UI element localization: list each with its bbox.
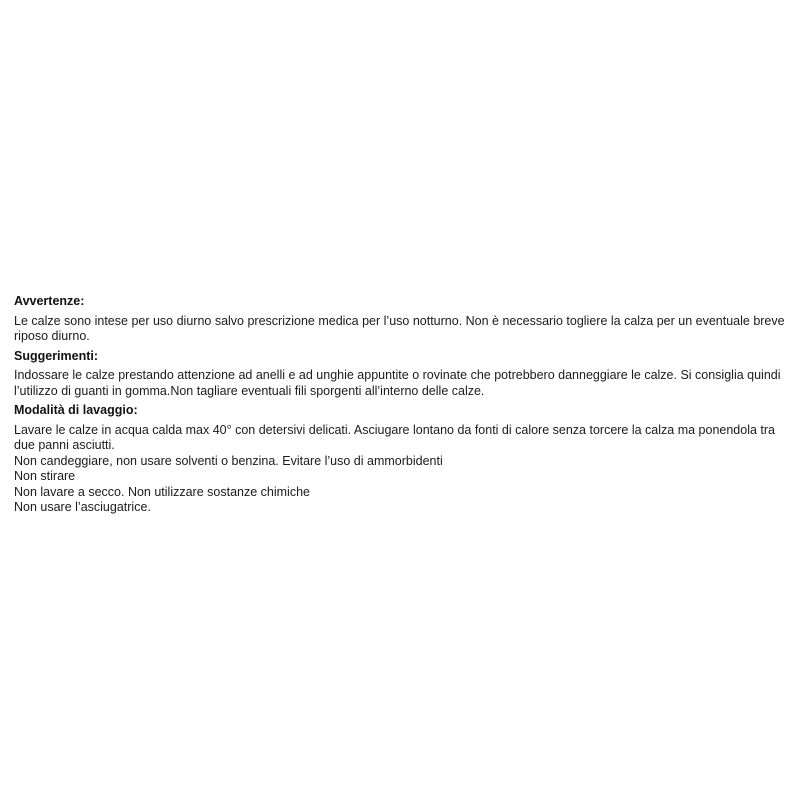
washing-text-line: Non lavare a secco. Non utilizzare sostanze chimiche bbox=[14, 484, 310, 499]
suggestions-heading: Suggerimenti: bbox=[14, 348, 99, 363]
section-warnings bbox=[14, 294, 788, 345]
washing-body bbox=[14, 423, 788, 516]
washing-text-line: Lavare le calze in acqua calda max 40° con detersivi delicati. Asciugare lontano da fonti di calore senza torcere la calza ma ponendola tra due panni asciutti. bbox=[14, 422, 775, 452]
washing-text-line: Non usare l’asciugatrice. bbox=[14, 500, 151, 514]
warnings-body bbox=[14, 314, 788, 345]
suggestions-body bbox=[14, 368, 788, 399]
care-instructions-document bbox=[14, 294, 788, 520]
section-washing-instructions bbox=[14, 403, 788, 516]
washing-text-line: Non candeggiare, non usare solventi o benzina. Evitare l’uso di ammorbidenti bbox=[14, 453, 443, 468]
washing-heading: Modalità di lavaggio: bbox=[14, 403, 138, 417]
warnings-heading: Avvertenze: bbox=[14, 294, 85, 308]
washing-text-line: Non stirare bbox=[14, 469, 76, 483]
suggestions-text-line: Indossare le calze prestando attenzione ad anelli e ad unghie appuntite o rovinate che potrebbero danneggiare le calze. Si consiglia quindi l’utilizzo di guanti in gomma.Non tagliare eventuali fili sporgenti all’interno delle calze. bbox=[14, 368, 781, 398]
warnings-text-line: Le calze sono intese per uso diurno salvo prescrizione medica per l’uso notturno. Non è necessario togliere la calza per un eventuale breve riposo diurno. bbox=[14, 313, 785, 343]
section-suggestions bbox=[14, 349, 788, 400]
